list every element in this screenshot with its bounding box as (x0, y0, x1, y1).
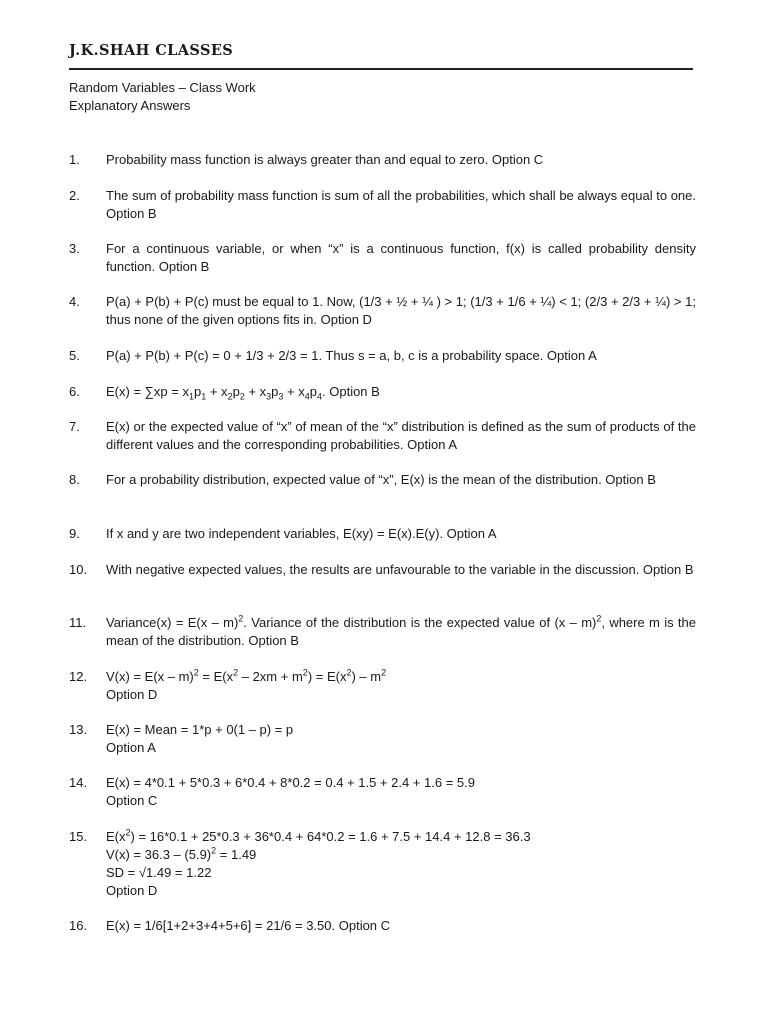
answer-number: 15. (69, 829, 88, 844)
option-line: Option A (106, 740, 156, 755)
formula-part: = 1.49 (216, 847, 257, 862)
superscript: 2 (238, 613, 244, 624)
answer-number: 1. (69, 152, 80, 167)
formula-part: V(x) = 36.3 – (5.9) (106, 847, 212, 862)
subscript: 2 (239, 391, 245, 402)
header-rule (69, 68, 693, 70)
subscript: 4 (317, 391, 323, 402)
formula-part: Variance(x) = E(x – m) (106, 615, 239, 630)
superscript: 2 (125, 827, 131, 838)
answer-text: Probability mass function is always greater than and equal to zero. Option C (106, 152, 544, 167)
formula-part: . Option B (322, 384, 380, 399)
subscript: 1 (188, 391, 194, 402)
superscript: 2 (233, 667, 239, 678)
formula-part: p (271, 384, 279, 399)
answer-text: The sum of probability mass function is sum of all the probabilities, which shall be always equal to one. Option B (106, 188, 696, 221)
subscript: 4 (304, 391, 310, 402)
answer-number: 11. (69, 615, 87, 630)
answer-text (106, 774, 696, 810)
subscript: 1 (201, 391, 207, 402)
formula-part: E(x) = ∑xp = x (106, 384, 189, 399)
subscript: 3 (266, 391, 272, 402)
superscript: 2 (381, 667, 387, 678)
formula-line (106, 846, 696, 864)
answer-text (106, 668, 696, 704)
formula-part: p (309, 384, 317, 399)
answer-text: E(x) = 1/6[1+2+3+4+5+6] = 21/6 = 3.50. Option C (106, 918, 391, 933)
answer-text: If x and y are two independent variables, E(xy) = E(x).E(y). Option A (106, 526, 497, 541)
document-subheading: Explanatory Answers (69, 98, 191, 113)
option-line: Option D (106, 883, 158, 898)
answer-number: 14. (69, 775, 88, 790)
document-subtitle: Random Variables – Class Work (69, 80, 256, 95)
formula-part: + x (206, 384, 228, 399)
answer-number: 4. (69, 294, 80, 309)
answer-text (106, 721, 696, 757)
option-line: Option C (106, 793, 158, 808)
answer-text (106, 383, 696, 401)
answer-number: 7. (69, 419, 80, 434)
superscript: 2 (346, 667, 352, 678)
answer-number: 9. (69, 526, 80, 541)
answer-text: With negative expected values, the results are unfavourable to the variable in the discussion. Option B (106, 562, 694, 577)
answer-text: For a continuous variable, or when “x” is a continuous function, f(x) is called probability density function. Option B (106, 241, 696, 274)
superscript: 2 (193, 667, 199, 678)
answer-text: P(a) + P(b) + P(c) must be equal to 1. Now, (1/3 + ½ + ¼ ) > 1; (1/3 + 1/6 + ¼) < 1; (2/3 + 2/3 + ¼) > 1; thus none of the given options fits in. Option D (106, 294, 696, 327)
formula-part: . Variance of the distribution is the expected value of (x – m) (243, 615, 597, 630)
formula-line (106, 668, 696, 686)
formula-part: ) = 16*0.1 + 25*0.3 + 36*0.4 + 64*0.2 = 1.6 + 7.5 + 14.4 + 12.8 = 36.3 (130, 829, 531, 844)
answer-number: 13. (69, 722, 88, 737)
formula-part: = E(x (198, 669, 234, 684)
formula-part: , where m is the mean of the distribution. Option B (106, 615, 696, 648)
formula-part: + x (244, 384, 267, 399)
formula-part: p (193, 384, 202, 399)
answer-text: P(a) + P(b) + P(c) = 0 + 1/3 + 2/3 = 1. Thus s = a, b, c is a probability space. Option A (106, 348, 597, 363)
formula-line (106, 828, 696, 846)
answer-text: E(x) or the expected value of “x” of mean of the “x” distribution is defined as the sum of products of the different values and the corresponding probabilities. Option A (106, 419, 696, 452)
answer-number: 6. (69, 384, 80, 399)
answer-text: For a probability distribution, expected value of “x”, E(x) is the mean of the distribution. Option B (106, 472, 656, 487)
formula-line: E(x) = Mean = 1*p + 0(1 – p) = p (106, 722, 294, 737)
subscript: 2 (227, 391, 233, 402)
answer-number: 8. (69, 472, 80, 487)
formula-part: – 2xm + m (238, 669, 303, 684)
answer-number: 16. (69, 918, 88, 933)
answer-number: 3. (69, 241, 80, 256)
answer-number: 2. (69, 188, 80, 203)
formula-line: SD = √1.49 = 1.22 (106, 865, 212, 880)
formula-part: + x (283, 384, 305, 399)
answer-text (106, 614, 696, 650)
subscript: 3 (278, 391, 284, 402)
option-line: Option D (106, 687, 158, 702)
answer-number: 12. (69, 669, 88, 684)
formula-part: V(x) = E(x – m) (106, 669, 194, 684)
answer-number: 10. (69, 562, 88, 577)
superscript: 2 (596, 613, 602, 624)
answer-text (106, 828, 696, 900)
formula-part: ) – m (351, 669, 382, 684)
header-title: J.K.SHAH CLASSES (69, 42, 234, 59)
answer-number: 5. (69, 348, 80, 363)
formula-part: ) = E(x (307, 669, 347, 684)
formula-part: E(x (106, 829, 126, 844)
formula-part: p (232, 384, 240, 399)
superscript: 2 (211, 845, 217, 856)
superscript: 2 (302, 667, 308, 678)
formula-line: E(x) = 4*0.1 + 5*0.3 + 6*0.4 + 8*0.2 = 0.4 + 1.5 + 2.4 + 1.6 = 5.9 (106, 775, 475, 790)
